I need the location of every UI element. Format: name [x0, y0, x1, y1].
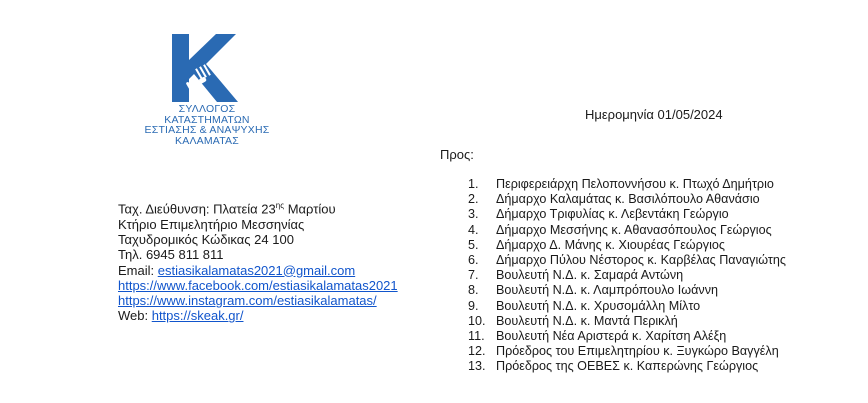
phone-line: Τηλ. 6945 811 811 — [118, 247, 224, 263]
recipient-text: Πρόεδρος της ΟΕΒΕΣ κ. Καπερώνης Γεώργιος — [496, 359, 759, 374]
list-item — [468, 192, 786, 207]
list-number: 3. — [468, 207, 479, 222]
logo-k-fork-icon — [172, 34, 238, 102]
list-item — [468, 223, 786, 238]
list-number: 2. — [468, 192, 479, 207]
facebook-link[interactable]: https://www.facebook.com/estiasikalamatas2021 — [118, 277, 398, 293]
postal-code-line: Ταχυδρομικός Κώδικας 24 100 — [118, 231, 294, 247]
web-label: Web: — [118, 308, 152, 324]
list-item — [468, 177, 786, 192]
recipient-text: Περιφερειάρχη Πελοποννήσου κ. Πτωχό Δημήτριο — [496, 177, 774, 191]
list-number: 9. — [468, 298, 479, 313]
list-item — [468, 238, 786, 253]
list-number: 13. — [468, 359, 486, 374]
website-link[interactable]: https://skeak.gr/ — [151, 308, 244, 324]
recipient-text: Βουλευτή Ν.Δ. κ. Λαμπρόπουλο Ιωάννη — [496, 283, 719, 298]
logo-line: ΚΑΛΑΜΑΤΑΣ — [175, 134, 239, 147]
address-line — [118, 198, 398, 217]
list-item — [468, 359, 786, 374]
web-line — [118, 308, 398, 323]
recipient-text: Δήμαρχο Καλαμάτας κ. Βασιλόπουλο Αθανάσιο — [496, 192, 760, 207]
list-number: 1. — [468, 177, 479, 191]
logo-text — [132, 104, 282, 146]
recipient-text: Δήμαρχο Τριφυλίας κ. Λεβεντάκη Γεώργιο — [496, 207, 729, 222]
list-item — [468, 253, 786, 268]
facebook-line — [118, 278, 398, 293]
instagram-line — [118, 293, 398, 308]
address-superscript: ης — [275, 201, 285, 210]
contact-block — [118, 198, 398, 324]
list-number: 10. — [468, 313, 486, 328]
organization-logo — [132, 34, 282, 154]
logo-line: ΕΣΤΙΑΣΗΣ & ΑΝΑΨΥΧΗΣ — [144, 124, 270, 136]
list-number: 7. — [468, 268, 479, 283]
list-number: 4. — [468, 222, 479, 237]
recipients-label: Προς: — [440, 147, 474, 162]
document-date: Ημερομηνία 01/05/2024 — [585, 107, 723, 122]
recipient-text: Βουλευτή Ν.Δ. κ. Σαμαρά Αντώνη — [496, 268, 684, 283]
building-line: Κτήριο Επιμελητήριο Μεσσηνίας — [118, 216, 305, 232]
list-item — [468, 329, 786, 344]
recipient-text: Δήμαρχο Μεσσήνης κ. Αθανασόπουλος Γεώργιος — [496, 222, 772, 237]
list-item — [468, 268, 786, 283]
list-item — [468, 314, 786, 329]
list-item — [468, 283, 786, 298]
email-link[interactable]: estiasikalamatas2021@gmail.com — [157, 262, 356, 278]
logo-line: ΣΥΛΛΟΓΟΣ — [178, 103, 236, 115]
list-number: 8. — [468, 283, 479, 298]
list-item — [468, 207, 786, 222]
list-number: 5. — [468, 237, 479, 252]
list-item — [468, 344, 786, 359]
recipients-list — [468, 177, 786, 375]
list-number: 12. — [468, 344, 486, 359]
list-number: 11. — [468, 329, 485, 344]
recipient-text: Βουλευτή Ν.Δ. κ. Μαντά Περικλή — [496, 313, 678, 328]
instagram-link[interactable]: https://www.instagram.com/estiasikalamatas/ — [118, 293, 377, 309]
address-text: Ταχ. Διεύθυνση: Πλατεία 23 — [118, 201, 276, 217]
recipient-text: Δήμαρχο Δ. Μάνης κ. Χιουρέας Γεώργιος — [496, 237, 725, 252]
logo-line: ΚΑΤΑΣΤΗΜΑΤΩΝ — [164, 113, 250, 126]
email-line — [118, 263, 398, 278]
list-item — [468, 299, 786, 314]
list-number: 6. — [468, 253, 479, 268]
email-label: Email: — [118, 262, 158, 278]
recipient-text: Δήμαρχο Πύλου Νέστορος κ. Καρβέλας Παναγιώτης — [496, 253, 786, 268]
address-month: Μαρτίου — [284, 201, 336, 217]
recipient-text: Βουλευτή Ν.Δ. κ. Χρυσομάλλη Μίλτο — [496, 298, 701, 313]
recipient-text: Βουλευτή Νέα Αριστερά κ. Χαρίτση Αλέξη — [496, 329, 727, 344]
recipient-text: Πρόεδρος του Επιμελητηρίου κ. Ξυγκώρο Βαγγέλη — [496, 344, 779, 359]
